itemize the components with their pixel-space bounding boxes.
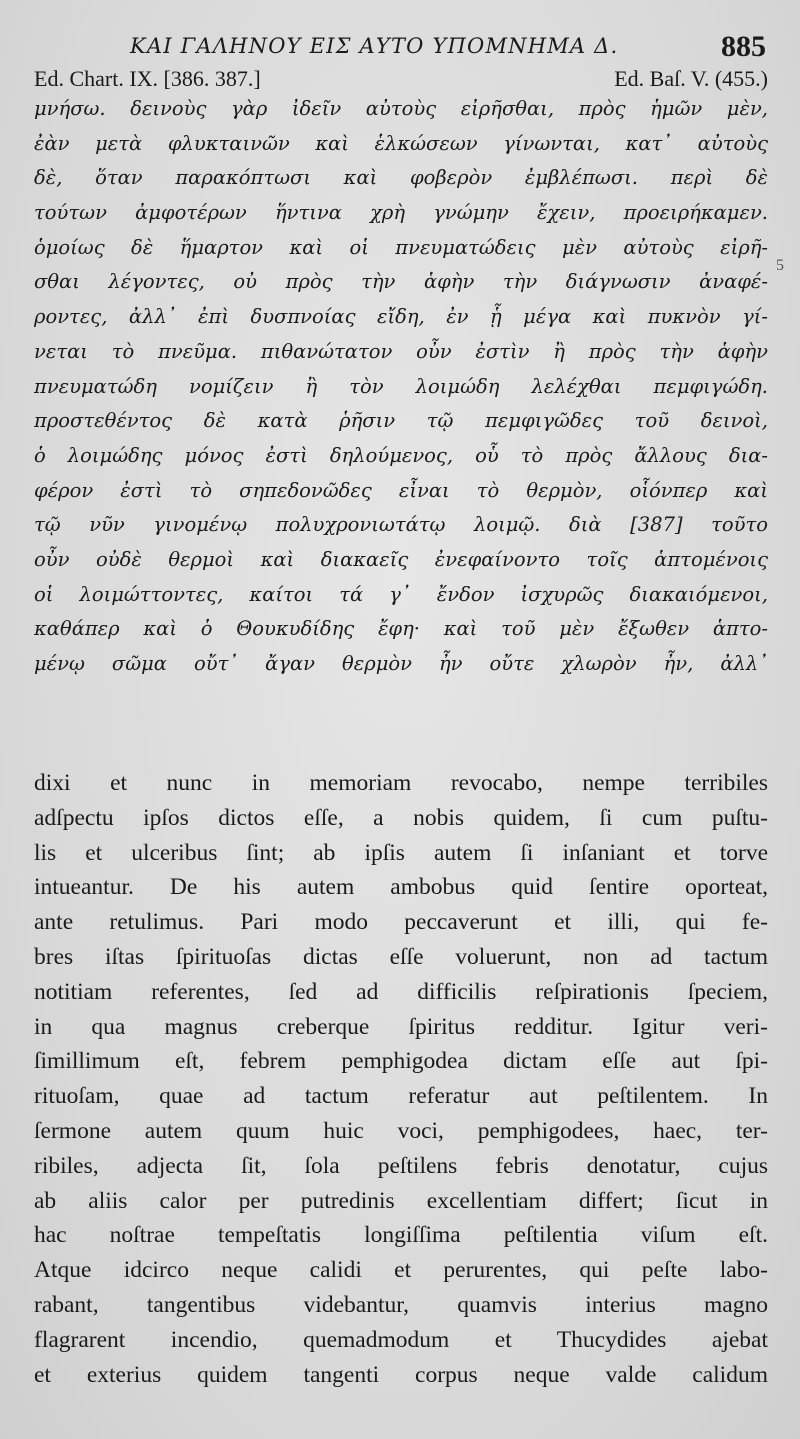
greek-line: τῷ νῦν γινομένῳ πολυχρονιωτάτῳ λοιμῷ. διὰ [387] τοῦτο — [34, 513, 768, 537]
latin-line: ſimillimum eſt, febrem pemphigodea dictam eſſe aut ſpi- — [34, 1048, 768, 1075]
running-title: ΚΑΙ ΓΑΛΗΝΟΥ ΕΙΣ ΑΥΤΟ ΥΠΟΜΝΗΜΑ Δ. — [130, 34, 619, 58]
latin-line: rituoſam, quae ad tactum referatur aut peſtilentem. In — [34, 1083, 768, 1110]
greek-text-block — [34, 92, 768, 682]
edition-chartier-reference: Ed. Chart. IX. [386. 387.] — [34, 66, 261, 91]
latin-line: notitiam referentes, ſed ad difficilis reſpirationis ſpeciem, — [34, 978, 768, 1005]
greek-line: προστεθέντος δὲ κατὰ ῥῆσιν τῷ πεμφιγῶδες τοῦ δεινοὶ, — [34, 409, 768, 433]
latin-line: hac noſtrae tempeſtatis longiſſima peſtilentia viſum eſt. — [34, 1222, 768, 1249]
latin-line: et exterius quidem tangenti corpus neque valde calidum — [34, 1361, 768, 1388]
greek-line: σθαι λέγοντες, οὐ πρὸς τὴν ἁφὴν τὴν διάγνωσιν ἀναφέ- — [34, 270, 768, 294]
greek-line: καθάπερ καὶ ὁ Θουκυδίδης ἔφη· καὶ τοῦ μὲν ἔξωθεν ἁπτο- — [34, 617, 768, 641]
latin-line: dixi et nunc in memoriam revocabo, nempe terribiles — [34, 770, 768, 796]
edition-basel-reference: Ed. Baſ. V. (455.) — [614, 66, 768, 91]
latin-line: ribiles, adjecta ſit, ſola peſtilens febris denotatur, cujus — [34, 1152, 768, 1179]
latin-line: ante retulimus. Pari modo peccaverunt et illi, qui fe- — [34, 909, 768, 936]
latin-line: adſpectu ipſos dictos eſſe, a nobis quidem, ſi cum puſtu- — [34, 804, 768, 831]
latin-line: rabant, tangentibus videbantur, quamvis interius magno — [34, 1291, 768, 1318]
greek-line: ροντες, ἀλλ᾽ ἐπὶ δυσπνοίας εἴδη, ἐν ᾗ μέγα καὶ πυκνὸν γί- — [34, 305, 768, 329]
greek-line: οὖν οὐδὲ θερμοὶ καὶ διακαεῖς ἐνεφαίνοντο τοῖς ἁπτομένοις — [34, 547, 768, 571]
greek-line: οἱ λοιμώττοντες, καίτοι τά γ᾽ ἔνδον ἰσχυρῶς διακαιόμενοι, — [34, 582, 768, 606]
latin-line: bres iſtas ſpirituoſas dictas eſſe voluerunt, non ad tactum — [34, 943, 768, 970]
greek-line: δὲ, ὅταν παρακόπτωσι καὶ φοβερὸν ἐμβλέπωσι. περὶ δὲ — [34, 166, 768, 190]
greek-line: ἐὰν μετὰ φλυκταινῶν καὶ ἑλκώσεων γίνωνται, κατ᾽ αὐτοὺς — [34, 131, 768, 155]
greek-line: φέρον ἐστὶ τὸ σηπεδονῶδες εἶναι τὸ θερμὸν, οἷόνπερ καὶ — [34, 478, 768, 502]
latin-line: ſermone autem quum huic voci, pemphigodees, haec, ter- — [34, 1117, 768, 1144]
latin-line: Atque idcirco neque calidi et perurentes, qui peſte labo- — [34, 1257, 768, 1284]
greek-line: ὁμοίως δὲ ἥμαρτον καὶ οἱ πνευματώδεις μὲν αὐτοὺς εἰρῆ- — [34, 235, 768, 259]
greek-line: τούτων ἀμφοτέρων ἥντινα χρὴ γνώμην ἔχειν, προειρήκαμεν. — [34, 201, 768, 225]
page-number: 885 — [721, 30, 766, 63]
running-head — [0, 26, 800, 66]
latin-line: in qua magnus creberque ſpiritus redditur. Igitur veri- — [34, 1013, 768, 1040]
latin-text-block — [34, 766, 768, 1392]
latin-line: lis et ulceribus ſint; ab ipſis autem ſi inſaniant et torve — [34, 839, 768, 866]
latin-line: ab aliis calor per putredinis excellentiam differt; ſicut in — [34, 1187, 768, 1214]
latin-line: intueantur. De his autem ambobus quid ſentire oporteat, — [34, 874, 768, 901]
greek-line: νεται τὸ πνεῦμα. πιθανώτατον οὖν ἐστὶν ἢ πρὸς τὴν ἁφὴν — [34, 339, 768, 363]
greek-line: μνήσω. δεινοὺς γὰρ ἰδεῖν αὐτοὺς εἰρῆσθαι, πρὸς ἡμῶν μὲν, — [34, 97, 768, 120]
greek-line: ὁ λοιμώδης μόνος ἐστὶ δηλούμενος, οὗ τὸ πρὸς ἄλλους δια- — [34, 443, 768, 467]
latin-line: flagrarent incendio, quemadmodum et Thucydides ajebat — [34, 1326, 768, 1353]
greek-line: πνευματώδη νομίζειν ἢ τὸν λοιμώδη λελέχθαι πεμφιγώδη. — [34, 374, 768, 398]
greek-line: μένῳ σῶμα οὔτ᾽ ἄγαν θερμὸν ἦν οὔτε χλωρὸν ἦν, ἀλλ᾽ — [34, 652, 768, 675]
margin-line-marker: 5 — [776, 257, 784, 274]
